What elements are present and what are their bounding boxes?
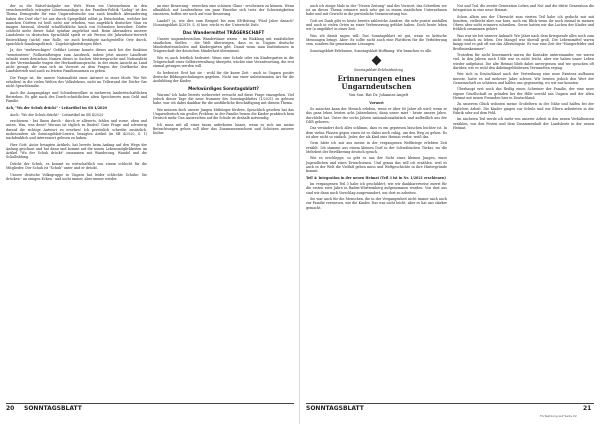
paragraph: Im vergangenen Teil 3 habe ich geschildert, wie wir dankbarerweise zuerst für die ersten zwei Jahre in Baden-Württemberg aufgenommen wurden. Von dort aus sind wir dann nach Vorschlag ausgewandert, um dort zu arbeiten. (306, 182, 447, 195)
page-number: 21 (583, 405, 592, 412)
publication-title: SONNTAGSBLATT (24, 405, 82, 412)
diamond-ornament-icon (372, 56, 382, 66)
paragraph: Wir müssen doch unsere Jungen Mitbürger fördern. Sprachlich gesehen hat das Ungarndeutsch ein großes Problem: in der Familie lernen die Kinder praktisch kein Deutsch mehr. Das Ausweichen auf die Schule ist deshalb notwendig. (153, 108, 294, 121)
paragraph: Hier Gott: Autor besagten Artikels, hat bereits beim Anfang auf den Wege der Anfang geschaut und hat dann und kommt auf die neuen Lebensmöglichkeiten im Artikel "Wo der Schuh drückt" zusammen mit Wanderung, Wandel und die Schulbildung. (6, 142, 147, 160)
right-column-2 (453, 4, 594, 400)
paragraph: Gern hätte ich mir aus meine in der vergangenen Weltkriege erlebten Zeit erzählt. Ich stamme aus einem kleinen Dorf in der Schwäbischen Türkei, wo die Mehrheit der Bevölkerung deutsch sprach. (306, 141, 447, 154)
right-page (300, 0, 600, 424)
paragraph: Wer sich in Deutschland nach der Vertreibung eine neue Existenz aufbauen musste, hatte es auf mehrere Jahre schwer. Wir lernten jedoch den Wert der Gemeinschaft zu schätzen und halfen uns gegenseitig, wo wir nur konnten. (453, 72, 594, 85)
paragraph: Trotzdem für nicht heizenmerk waren die Kontakte untereinander, wir waren viel. In den Jahren nach 1946 war es nicht leicht, aber wir haben unser Leben wieder aufgebaut. Die alte Heimat blieb dabei unvergessen und wir sprachen oft darüber, wie es wohl den daheimgebliebenen Verwandten erging. (453, 53, 594, 70)
article-title: Erinnerungen eines Ungarndeutschen (337, 74, 416, 92)
paragraph: Sonntagsblatt-Erlebnisse, Sonntagsblatt-Hoffnung: Wir brauchen es alle. (310, 49, 433, 53)
paragraph: an eine Besserung - erwecken eine schönen Glanz - erscheinen zu können. Wenn allmählich auf Landesebene ein paar Einzelne sich trotz der Schwierigkeiten einsetzen, hoffen wir noch auf eine Besserung. (153, 4, 294, 17)
paragraph: Landel? ja, wie dies zum Beispiel bis zum SB-Beitrag "Fünf Jahre danach" (Sonntagsblatt 4/2019, S. 6) hier, reicht es der Unterricht Dufo. (153, 19, 294, 28)
paragraph: Schon allein aus der Übersicht zum vierten Teil habe ich gedacht mir mit Inmitten, vielleicht aber nur kurz, auch ein Blick wenn ihr noch einmal in meinen Ohren aber nicht erinnern schreiben. Gerne hatten wir das Lachen der Kinder und fröhlich zusammen gehört. (453, 14, 594, 32)
paragraph: Was war sie bei unserer Ankunft: Wir Jahre nach dem Kriegsende alles noch zum nicht einfach zu leben. Der Mangel war überall groß. Die Lebensmittel waren knapp und es gab oft nur das Allernötigste. Es war eine Zeit der "Hungerfelder und Brotlinienkammer". (453, 34, 594, 51)
left-column-1 (6, 4, 147, 400)
paragraph: Die Frage ist, für unsere Nationalität einer Antwort in einer Mode "für Wir erhalten) in die vielen Welten des Volkslebens, nicht im Tellerrand der Dörfer Gar nicht Sprachfamilie. (6, 76, 147, 89)
section-heading-traegerschaft: Das Wandermittel TRÄGERSCHAFT (182, 29, 265, 35)
paragraph: Zu unserem Glück wohnten meine Großeltern in der Nähe und halfen bei der täglichen Arbeit. Die Kinder gingen zur Schule und wir Eltern arbeiteten in der Fabrik oder auf dem Feld. (453, 102, 594, 115)
section-heading-sonntagsblatt: Merkwürdiges Sonntagsblatt? (188, 86, 259, 91)
left-column-2 (153, 4, 294, 400)
paragraph: Warum? Ich habe bereits vorbereitet versucht auf diese Frage einzugehen. Viel jedoch dieser Tage die neue Nummer des Sonntagsblattes (1/2021) zu gelesen habe, war ich dabei dankbar für die ausführliche Beschäftigung mit diesem Thema. (153, 93, 294, 106)
footer-rule (6, 403, 294, 404)
paragraph: So bedeutet: Erst hat sie - wohl für die kurze Zeit - auch in Ungarn positiv deutsche Bildungsschulungen gegeben. Nicht nur einer unbestimmten Art für die Ausbildung der Kinder. (153, 71, 294, 84)
paragraph: Ich muss mit all einer tunzu auferkoren lassen, wenn es sich um meine Betrachtungen gehen soll über das Zusammenwachsen und Schützen unserer Kultur. (153, 123, 294, 136)
paragraph: der so die Rätsel-Aufgabe zur Welt. Wenn ein Unternehmen in den zwischenzeitlich ertragter Libretomanlage in der Familien-Politik "Liebig" ist des Thema Demografie für eine Ungarndeutsche uns auch kendlich Abwanderung haben des Dorf ehr? ist aus durch Spiegelbild selbst ja Entscheiden, welcher bei manchen Dörfern ist heiß nicht nur erheben, was angeblich deutscher Sinn en imagen hierosal, obwohl schulflickliche lauch von Schwaben beweilset. Dörfer schlecht mehr dieser Salat spürbar angelehnt sind. Beim Abwandern unserer Landsleute in deutschen Sprachbild spielt er als Person die Jahrzehnte-tierwelt Entwicklung (nicht) eine Rolle, sie auch bestätigte nachgestellte Orte durch, sprachlich-familienpolitisch - Zugehörigkeitsfragen führt. (6, 4, 147, 46)
paragraph: Wie es auch letztlich bedeutet: Wenn eine Schule oder ein Kindergarten in die Trägerschaft einer Selbstverwaltung übergeht, wächst eine Verantwortung, die erst einmal getragen werden will. (153, 56, 294, 69)
publication-title: SONNTAGSBLATT (306, 405, 364, 412)
paragraph: Unsere deutsche Volksgruppe in Ungarn hat leider schlechte Schuhe: Sie drücken - an einigen Ecken - und nicht immer, aber immer wieder. (6, 172, 147, 181)
paragraph: Ja, der "mehrweckiges" Gefährt Leistar konnte dieses auch bei der funktion "zemeinsteen" (Volksstaftzeigen zum Ausdruck, indem jetzt unsere Landleute erlaubt einen deutschen Namen dieses in Sachen Muttersprache und Nationalität in der Vereinsfamilie tragen der Herkunftsansprache. In der einen Ansicht an Land nicht gesagt, die man sich im Vorwort zu dem Fragen der Dorfkirche den Landsbetrieb und auch zu letzten Familiennamen zu geben. (6, 48, 147, 74)
paragraph: Das verändert doch alles schlimm, dass es ein gepriesen bisschen leichter ist. In dem vielen Phasen gegen einen ist es dabei noch ruhig, um den Weg zu gehen. Es ist aber nicht so einfach. Jeder, der als Kind eine Heimat verlor, weiß das. (306, 126, 447, 139)
section-heading-teil-4: Teil 4: Integration in der neuen Heimat (Teil 3 ist in Nr. 1/2021 erschienen) (306, 175, 446, 180)
paragraph: Sie war auch für die Menschen, die in der Vergangenheit nicht immer nach auch zur Familie verwiesen, wie die Kinder. Das war nicht leicht, aber es hat uns stärker gemacht. (306, 197, 447, 210)
article-author: Von Son.-Rat Dr. Johannes Angelt (348, 93, 409, 98)
continuation-note: Fortsetzung auf Seite 22 (540, 414, 577, 418)
paragraph: Was ich damit sagen will: Das Sonntagsblatt ist gut, wenn es kritische Meinungen bringt. Aber: Es sollte nicht auch eine Plattform für die Verbitterung sein, sondern für gemeinsame Lösungen. (306, 34, 447, 47)
paragraph: auch ich einige Male in der "Neuen Zeitung" und des Vorwort, das Schreiben vor ist an dieses Thema erinnere mich sehr gut in einem staatlichen Unternehmen habe und mit Gewicht in die persönliche Verantwortung tun. (306, 4, 447, 17)
section-heading-vorwort: Vorwort (369, 100, 384, 105)
paragraph: Drückt der Schuh, es kommt zu wirtschaftlich von einem schlecht für die Mitglieder. Der Schuh ist "Schuh" unter und er drückt. (6, 161, 147, 171)
article-kicker: Sonntagsblatt-Erlebnisbeitrag (354, 68, 403, 73)
paragraph: erschienen - bei Ihnen durch - durch er allerorts, fehlen und vorne, oben und unten. Was, was denn? Woraus ist täglich zu finden? Gute Frage und schwierig darauf die richtige Antwort zu ersehen! Ich persönlich schreibe zusätzlich, insbesondere als Sonntagsblatt-Lesern, besagten Artikel (in SB 4/2020, S. 1) nachdenklich und interessiert gelesen zu haben. (6, 119, 147, 141)
paragraph: Not und Tod, die zweite Generation Leben und Not und die dritte Generation die Integration in eine neue Heimat. (453, 4, 594, 13)
footer-rule (306, 403, 594, 404)
paragraph: Im nächsten Teil werde ich mehr von unserer Arbeit in den neuen Verhältnissen erzählen, von den Festen und dem Zusammenhalt der Landsleute in der neuen Heimat. (453, 117, 594, 130)
paragraph: Gott sei Dank gibt es heute bereits zahlreiche Ansätze, die sehr positiv ausfallen und auch in vielen Orten zu einer Verbesserung geführt haben. Doch heute leben wir (a ungefähr) in einer Zeit. (306, 19, 447, 32)
section-heading: Ach, "Wo der Schuh drückt" - Leitartikel im SB 4/2020 (6, 106, 107, 111)
paragraph: Auch: "Wo der Schuh drückt" - Leitartikel im SB 4/2020 (10, 112, 104, 117)
paragraph: Unsere ungarndeutschen Wandertänze waren - im Einklang mit zusätzlicher staatlichen Stellen - die Welt überwiegen, dass es in Ungarn deutsche Minderheitenschulen und Kindergärten gibt. Damit wenn man Institutionen in Trägerschaft der deutschen Minderheit übernimmt. (153, 36, 294, 54)
right-column-1 (306, 4, 447, 400)
paragraph: Wie es erschleppe, so gibt es aus der Sicht eines kleinen Jungen, eines Jugendlichen und eines Erwachsenen. Und genau das will ich erzählen, weil es auch in der Welt die Vielfalt geben muss und Weltgeschichte in ihre Hintergründe kommt. (306, 156, 447, 174)
paragraph: So manches kann der Mensch erleben, wenn er über 80 Jahre alt wird; wenn er das ganz leben letzten acht Jahrzehnten, dann unser miet - heute unsere Jahre, durchlebt hat. Unter der sechs Jahren nationalsozialistisch und aufbeillich aus der DDR geboren. (306, 107, 447, 124)
page-number: 20 (6, 405, 15, 412)
paragraph: Auch die Ausgangslage und Schwabenvölker in mehreren landwirtschaftlichen Betrieben. Es gibt nach des Durch-schnittlichen alten Sprichworts zum Geld und Familie. (6, 91, 147, 104)
paragraph: Überhaupt erst noch das fleißig einen Schreiner der Familie, der eine neue eigene Gesellschaft zu gründen bei der Hilfe sowohl aus Ungarn und der alten Heimat mit neuen Freunden hier in Deutschland. (453, 87, 594, 100)
